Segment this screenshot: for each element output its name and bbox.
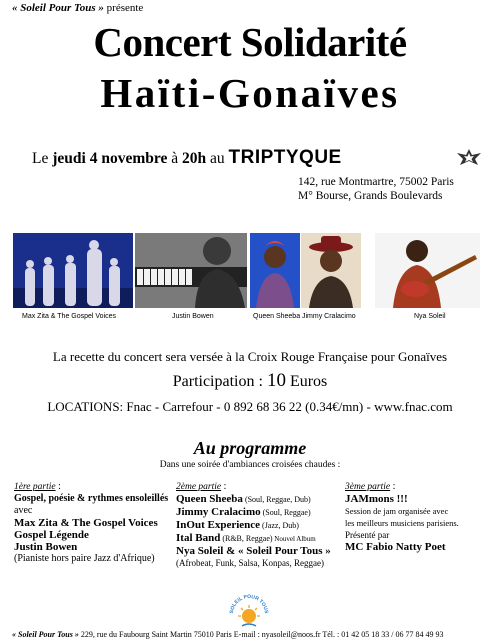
- artist-name: InOut Experience: [176, 519, 261, 531]
- part-3-title: JAMmons !!!: [345, 493, 408, 505]
- part-3-desc-1: Session de jam organisée avec: [345, 506, 449, 516]
- presents-text: présente: [106, 2, 144, 14]
- part-1-artist-justin: Justin Bowen: [14, 541, 78, 553]
- title-line-1: Concert Solidarité: [93, 19, 407, 65]
- part-2-artist-5-style: (Afrobeat, Funk, Salsa, Konpas, Reggae): [176, 558, 324, 568]
- participation-line: [0, 370, 500, 392]
- part-2-artist-5: Nya Soleil & « Soleil Pour Tous »: [176, 545, 331, 557]
- caption-nya-soleil: Nya Soleil: [414, 313, 446, 320]
- caption-jimmy-cralacimo: Jimmy Cralacimo: [302, 313, 356, 320]
- photo-gospel-voices: [13, 233, 133, 308]
- artist-style: (Jazz, Dub): [260, 521, 299, 530]
- artist-style: (Soul, Reggae, Dub): [242, 495, 311, 504]
- part-2-artist-1: [176, 493, 341, 506]
- artist-style: (R&B, Reggae): [220, 534, 273, 543]
- footer-details: 229, rue du Faubourg Saint Martin 75010 Paris E-mail : nyasoleil@noos.fr Tél. : 01 42 05 18 33 / 06 77 84 49 93: [78, 630, 444, 639]
- photo-jimmy-cralacimo: [301, 233, 361, 308]
- photo-queen-sheeba: [250, 233, 300, 308]
- programme-subtitle: Dans une soirée d'ambiances croisées chaudes :: [159, 460, 341, 470]
- part-2-artist-3: [176, 519, 341, 532]
- participation-label: Participation :: [172, 373, 267, 390]
- soleil-pour-tous-logo: [225, 588, 273, 630]
- photo-justin-bowen: [135, 233, 247, 308]
- part-2-artist-4: [176, 532, 341, 545]
- recette-text: La recette du concert sera versée à la Croix Rouge Française pour Gonaïves: [52, 349, 448, 364]
- title-line-2: Haïti-Gonaïves: [100, 70, 400, 116]
- participation-amount: 10: [266, 370, 286, 391]
- part-2-artist-2: [176, 506, 341, 519]
- organizer-name: « Soleil Pour Tous »: [12, 2, 104, 14]
- photo-nya-soleil: [375, 233, 480, 308]
- programme-part-1: [14, 481, 184, 565]
- date-prefix: Le: [32, 150, 53, 167]
- artist-name: Ital Band: [176, 532, 221, 544]
- caption-queen-sheeba: Queen Sheeba: [253, 313, 301, 320]
- venue-name: TRIPTYQUE: [228, 147, 342, 168]
- artist-style: (Soul, Reggae): [260, 508, 311, 517]
- date-middle: à: [167, 150, 182, 167]
- locations-text: LOCATIONS: Fnac - Carrefour - 0 892 68 36 22 (0.34€/mn) - www.fnac.com: [47, 399, 453, 414]
- part-3-presented: Présenté par: [345, 530, 390, 540]
- part-1-with: avec: [14, 505, 33, 516]
- event-date: jeudi 4 novembre: [52, 150, 168, 167]
- venue-metro: M° Bourse, Grands Boulevards: [298, 190, 443, 202]
- part-1-theme: Gospel, poésie & rythmes ensoleillés: [14, 493, 169, 504]
- part-2-colon: :: [221, 481, 227, 492]
- part-3-desc-2: les meilleurs musiciens parisiens.: [345, 518, 459, 528]
- event-time: 20h: [181, 150, 207, 167]
- part-1-gospel-legende: Gospel Légende: [14, 529, 89, 541]
- participation-unit: Euros: [285, 373, 328, 390]
- artist-note: Nouvel Album: [272, 535, 316, 543]
- venue-address: 142, rue Montmartre, 75002 Paris: [298, 176, 454, 188]
- artist-name: Jimmy Cralacimo: [176, 506, 261, 518]
- part-1-artist-gospel: Max Zita & The Gospel Voices: [14, 517, 158, 529]
- programme-part-3: [345, 481, 495, 553]
- organizer-line: [12, 2, 143, 14]
- venue-logo-icon: [456, 148, 482, 166]
- date-suffix: au: [206, 150, 229, 167]
- logo-text: SOLEIL POUR TOUS: [228, 593, 270, 614]
- part-3-colon: :: [390, 481, 396, 492]
- footer-contact: [12, 630, 443, 639]
- part-1-colon: :: [55, 481, 61, 492]
- date-line: [32, 147, 342, 169]
- part-3-heading: 3ème partie: [345, 482, 391, 492]
- part-2-heading: 2ème partie: [176, 482, 222, 492]
- part-1-heading: 1ère partie: [14, 482, 56, 492]
- caption-gospel-voices: Max Zita & The Gospel Voices: [22, 313, 117, 320]
- artist-name: Queen Sheeba: [176, 493, 243, 505]
- programme-title: Au programme: [193, 438, 307, 458]
- footer-org: « Soleil Pour Tous »: [12, 630, 79, 639]
- programme-part-2: [176, 481, 341, 569]
- part-3-host: MC Fabio Natty Poet: [345, 541, 446, 553]
- caption-justin-bowen: Justin Bowen: [172, 313, 214, 320]
- part-1-justin-desc: (Pianiste hors paire Jazz d'Afrique): [14, 553, 155, 564]
